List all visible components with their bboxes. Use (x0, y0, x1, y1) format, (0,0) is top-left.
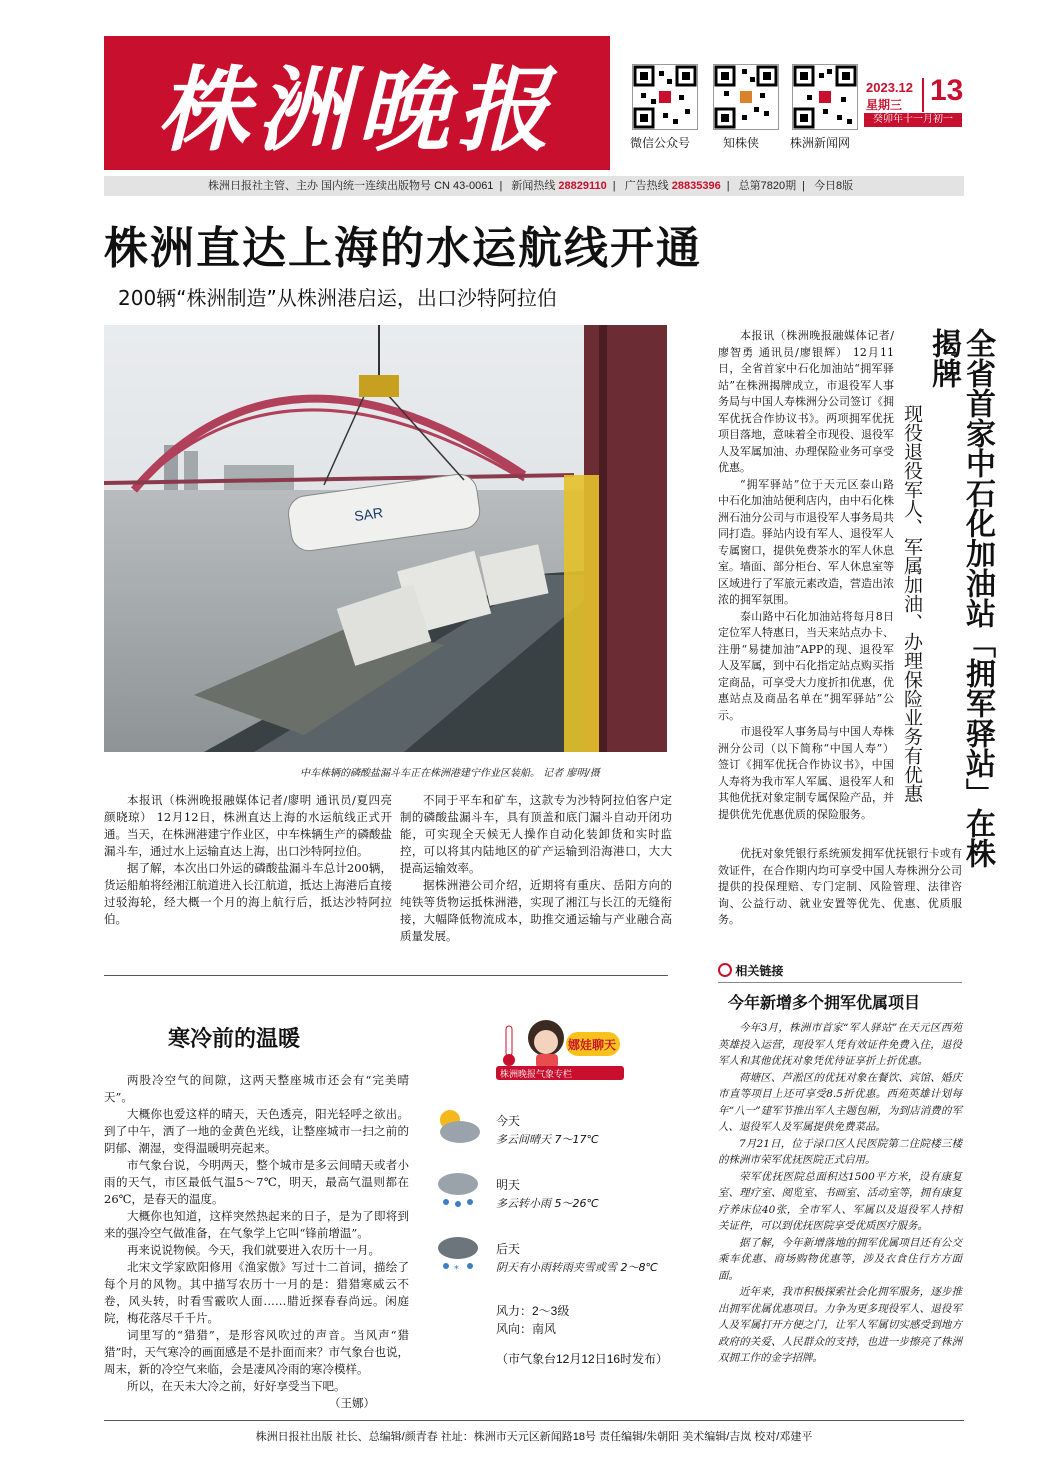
lead-subhead: 200辆“株洲制造”从株洲港启运，出口沙特阿拉伯 (118, 286, 557, 310)
lunar-date: 癸卯年十一月初一 (864, 113, 962, 127)
date-divider (922, 78, 924, 112)
paragraph: 近年来，我市积极探索社会化拥军服务，逐步推出拥军优属优惠项目。力争为更多现役军人、退役军人及军属打开方便之门，让军人军属切实感受到地方政府的关爱、人民群众的支持，也进一步擦亮了株洲双拥工作的金字招牌。 (718, 1286, 962, 1364)
qr-code-icon (632, 64, 698, 130)
side-body-tail (718, 846, 962, 929)
wind-force: 风力：2～3级 (496, 1304, 570, 1318)
partly-cloudy-icon (432, 1106, 482, 1146)
photo-caption: 中车株辆的磷酸盐漏斗车正在株洲港建宁作业区装船。 记者 廖明/摄 (300, 768, 600, 779)
paragraph: 优抚对象凭银行系统颁发拥军优抚银行卡或有效证件，在合作期内均可享受中国人寿株洲分公司提供的投保理赔、专门定制、风险管理、法律咨询、公益行动、就业安置等优先、优惠、优质服务。 (718, 847, 962, 926)
forecast-today (432, 1106, 482, 1150)
news-hotline: 新闻热线 28829110 (511, 180, 607, 192)
qr-caption: 知株侠 (722, 136, 759, 150)
forecast-day: 后天 (496, 1242, 521, 1256)
bullet-icon (718, 963, 732, 977)
paragraph: 7月21日，位于渌口区人民医院第二住院楼三楼的株洲市荣军优抚医院正式启用。 (718, 1137, 962, 1166)
paragraph: 据了解，今年新增落地的拥军优属项目还有公交乘车优惠、商场购物优惠等，涉及衣食住行方方面面。 (718, 1236, 962, 1282)
lead-body-col2 (400, 792, 672, 945)
paragraph: 据株洲港公司介绍，近期将有重庆、岳阳方向的纯铁等货物运抵株洲港，实现了湘江与长江的无缝衔接，大幅降低物流成本，助推交通运输与产业融合高质量发展。 (400, 878, 672, 943)
paragraph: 市退役军人事务局与中国人寿株洲分公司（以下简称“中国人寿”）签订《拥军优抚合作协议书》，中国人寿将为我市军人军属、退役军人和其他优抚对象定制专属保险产品，并提供优先优惠优质的保险服务。 (718, 725, 894, 821)
light-rain-icon (432, 1170, 482, 1210)
issue-number: 总第7820期 (738, 180, 797, 192)
paragraph: 大概你也知道，这样突然热起来的日子，是为了即将到来的强冷空气做准备，在气象学上它叫“锋前增温”。 (104, 1209, 409, 1240)
qr-code-icon (792, 64, 858, 130)
paragraph: 本报讯（株洲晚报融媒体记者/廖明 通讯员/夏四亮 颜晓琼） 12月12日，株洲直达上海的水运航线正式开通。当天，在株洲港建宁作业区，中车株辆生产的磷酸盐漏斗车，通过水上运输直达上海，出口沙特阿拉伯。 (104, 793, 392, 858)
paragraph: 北宋文学家欧阳修用《渔家傲》写过十二首词，描绘了每个月的风物。其中描写农历十一月的是：猎猎寒威云不卷，风头转，时看雪霰吹人面……腊近探春春尚远。闲庭院，梅花落尽千千片。 (104, 1260, 409, 1325)
paragraph: 荣军优抚医院总面积达1500平方米，设有康复室、理疗室、阅览室、书画室、活动室等，拥有康复疗养床位40张，全市军人、军属以及退役军人持相关证件，可以到优抚医院享受优质医疗服务。 (718, 1170, 962, 1232)
info-bar: 株洲日报社主管、主办 国内统一连续出版物号 CN 43-0061 | 新闻热线 28829110 | 广告热线 28835396 | 总第7820期 | 今日8版 (104, 176, 964, 196)
forecast-tomorrow (432, 1170, 482, 1214)
paragraph: 市气象台说，今明两天，整个城市是多云间晴天或者小雨的天气，市区最低气温5～7℃，明天，最高气温则都在26℃，是春天的温度。 (104, 1158, 409, 1206)
masthead-title: 株洲晚报 (156, 56, 557, 164)
weather-body (104, 1072, 409, 1412)
paragraph: 荷塘区、芦淞区的优抚对象在餐饮、宾馆、婚庆市直等项目上还可享受8.5折优惠。西苑英雄计划每年“八一”建军节推出军人主题包厢，为到店消费的军人、退役军人及军属提供免费菜品。 (718, 1071, 962, 1133)
ad-hotline: 广告热线 28835396 (624, 180, 721, 192)
qr-code-icon (713, 64, 779, 130)
lead-photo (104, 325, 667, 752)
forecast-desc: 多云转小雨 5～26℃ (496, 1197, 599, 1210)
forecast-desc: 多云间晴天 7～17℃ (496, 1133, 599, 1146)
weather-badge (496, 1012, 626, 1082)
paragraph: 本报讯（株洲晚报融媒体记者/廖智勇 通讯员/廖银辉） 12月11日，全省首家中石化加油站“拥军驿站”在株洲揭牌成立，市退役军人事务局与中国人寿株洲分公司签订《拥军优抚合作协议书》。两项拥军优抚项目落地，意味着全市现役、退役军人及军属加油、办理保险业务可享受优惠。 (718, 329, 894, 474)
related-tag: 相关链接 (718, 962, 783, 979)
qr-block-3[interactable] (788, 64, 865, 151)
paragraph: “拥军驿站”位于天元区泰山路中石化加油站便利店内，由中石化株洲石油分公司与市退役军人事务局共同打造。驿站内设有军人、退役军人专属窗口，提供免费茶水的军人休息室。墙面、部分柜台、军人休息室等区域进行了军旅元素改造，营造出浓浓的拥军氛围。 (718, 477, 894, 606)
paragraph: 词里写的“猎猎”，是形容风吹过的声音。当风声“猎猎”时，天气寒冷的画面感是不是扑面而来？市气象台也说，周末，新的冷空气来临，会是凄风冷雨的寒冷模样。 (104, 1328, 409, 1376)
sleet-icon (432, 1234, 482, 1274)
related-rule (718, 982, 962, 983)
lead-body-col1 (104, 792, 392, 928)
side-title: 全省首家中石化加油站「拥军驿站」在株揭牌 (926, 328, 995, 868)
section-divider (104, 975, 668, 976)
side-subtitle: 现役退役军人、军属加油、办理保险业务有优惠 (901, 404, 923, 803)
forecast-dayafter (432, 1234, 482, 1278)
paragraph: 据了解，本次出口外运的磷酸盐漏斗车总计200辆，货运船舶将经湘江航道进入长江航道，抵达上海港后直接过驳海轮，经大概一个月的海上航行后，抵达沙特阿拉伯。 (104, 861, 392, 926)
paragraph: 今年3月，株洲市首家“军人驿站”在天元区西苑英雄投入运营，现役军人凭有效证件免费入住，退役军人和其他优抚对象凭优待证享折上折优惠。 (718, 1022, 962, 1067)
page-count: 今日8版 (814, 180, 854, 192)
related-title: 今年新增多个拥军优属项目 (728, 993, 921, 1012)
forecast-day: 明天 (496, 1178, 521, 1192)
wind-direction: 风向：南风 (496, 1322, 557, 1336)
related-body (718, 1020, 962, 1367)
footer-text: 株洲日报社出版 社长、总编辑/颜青春 社址：株洲市天元区新闻路18号 责任编辑/朱朝阳 美术编辑/吉岚 校对/邓建平 (255, 1431, 813, 1443)
weather-title: 寒冷前的温暖 (168, 1026, 301, 1052)
qr-block-1[interactable] (628, 64, 705, 151)
lead-headline: 株洲直达上海的水运航线开通 (104, 223, 702, 274)
footer-rule (104, 1420, 964, 1421)
badge-subtitle: 株洲晚报气象专栏 (500, 1069, 573, 1079)
paragraph: 两股冷空气的间隙，这两天整座城市还会有“完美晴天”。 (104, 1073, 409, 1104)
qr-caption: 微信公众号 (629, 136, 690, 150)
issue-weekday: 星期三 (866, 98, 903, 112)
side-body (718, 328, 894, 823)
issue-day: 13 (930, 74, 964, 107)
issue-date: 2023.12 (866, 80, 913, 95)
forecast-day: 今天 (496, 1114, 521, 1128)
svg-text:*: * (454, 1264, 459, 1274)
paragraph: 再来说说物候。今天，我们就要进入农历十一月。 (127, 1243, 380, 1257)
paragraph: 大概你也爱这样的晴天，天色透亮，阳光轻呼之欲出。到了中午，洒了一地的金黄色光线，让整座城市一扫之前的阴郁、潮湿，变得温暖明亮起来。 (104, 1107, 409, 1155)
badge-title: 娜娃聊天 (568, 1038, 617, 1052)
railcar-sign: SAR (353, 504, 384, 525)
forecast-desc: 阴天有小雨转雨夹雪或雪 2～8℃ (496, 1261, 658, 1274)
qr-caption: 株洲新闻网 (789, 136, 850, 150)
forecast-issued: （市气象台12月12日16时发布） (496, 1352, 669, 1366)
publisher-info: 株洲日报社主管、主办 国内统一连续出版物号 CN 43-0061 (208, 180, 494, 192)
paragraph: 所以，在天未大冷之前，好好享受当下吧。 (127, 1379, 346, 1393)
weather-author: （王娜） (329, 1396, 375, 1410)
paragraph: 泰山路中石化加油站将每月8日定位军人特惠日，当天来站点办卡、注册“易捷加油”APP的现、退役军人及军属，到中石化指定站点购买指定商品，可享受大力度折扣优惠，优惠站点及商品名单在“拥军驿站”公示。 (718, 609, 894, 722)
masthead (104, 36, 610, 170)
paragraph: 不同于平车和矿车，这款专为沙特阿拉伯客户定制的磷酸盐漏斗车，具有顶盖和底门漏斗自动开闭功能，可实现全天候无人操作自动化装卸货和实时监控，可以将其内陆地区的矿产运输到沿海港口，大大提高运输效率。 (400, 793, 672, 875)
